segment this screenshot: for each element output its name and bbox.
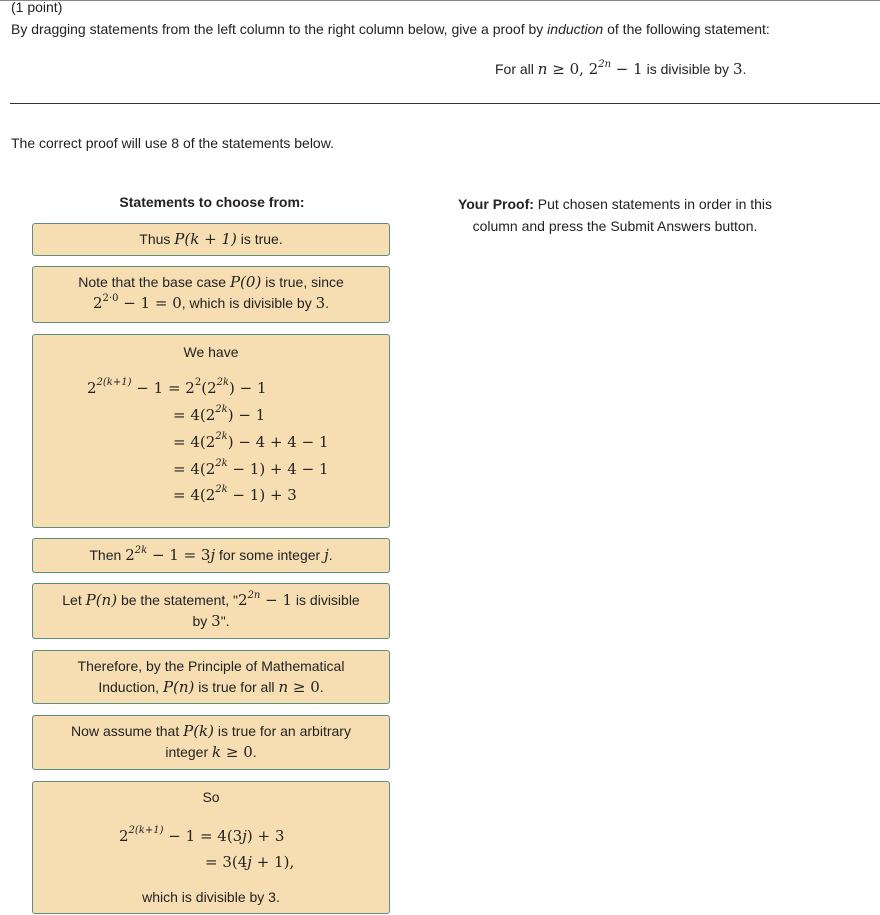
- choices-heading: Statements to choose from:: [119, 194, 305, 210]
- statement-card[interactable]: So $2^{2(k+1)} - 1 = 4(3j) + 3$ = 3(4j + 1), which is divisible by 3.: [32, 781, 390, 914]
- statement-card[interactable]: Therefore, by the Principle of Mathematical Induction, P(n) is true for all n ≥ 0.: [32, 650, 390, 704]
- top-divider: [0, 0, 880, 1]
- statement-card[interactable]: Now assume that P(k) is true for an arbitrary integer k ≥ 0.: [32, 715, 390, 770]
- points-label: (1 point): [11, 0, 63, 15]
- statement-card[interactable]: Then $2^{2k} - 1 = 3j$ for some integer j.: [32, 538, 390, 573]
- statement-card[interactable]: Let P(n) be the statement, "$2^{2n} - 1$ is divisible by 3".: [32, 583, 390, 639]
- uses-note: The correct proof will use 8 of the statements below.: [11, 135, 334, 151]
- section-divider: [10, 103, 880, 104]
- claim-statement: For all n ≥ 0, $2^{2n} - 1$ is divisible by 3.: [495, 59, 747, 78]
- statement-card[interactable]: We have $2^{2(k+1)} - 1 = 2^2(2^{2k}) - 1$ = $4(2^{2k}) - 1$ = $4(2^{2k}) - 4 + 4 - 1$ = $4(2^{2k} - 1) + 4 - 1$ = $4(2^{2k} - 1) + 3$: [32, 334, 390, 528]
- proof-dropzone[interactable]: Your Proof: Put chosen statements in order in this column and press the Submit Answers button.: [457, 196, 773, 234]
- statement-card[interactable]: Note that the base case P(0) is true, since $2^{2\cdot 0} - 1 = 0$, which is divisible by 3.: [32, 266, 390, 323]
- instructions: By dragging statements from the left column to the right column below, give a proof by induction of the following statement:: [11, 21, 770, 37]
- statement-card[interactable]: Thus P(k + 1) is true.: [32, 223, 390, 256]
- proof-heading: Your Proof:: [457, 196, 534, 212]
